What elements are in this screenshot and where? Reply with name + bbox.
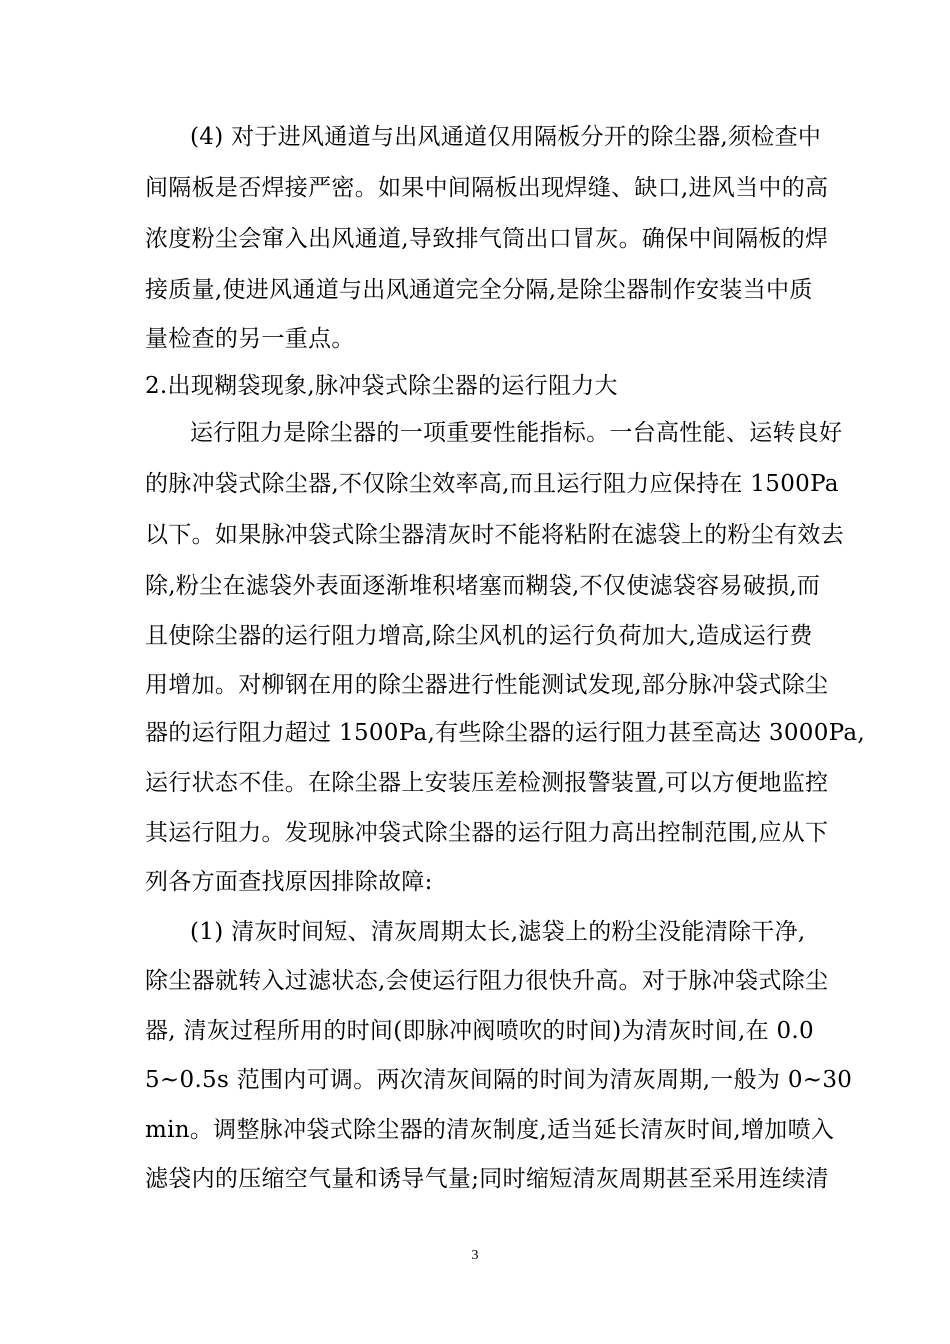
text-line: 器, 清灰过程所用的时间(即脉冲阀喷吹的时间)为清灰时间,在 0.0: [145, 1018, 814, 1044]
text-line: 量检查的另一重点。: [145, 326, 355, 352]
text-line: 且使除尘器的运行阻力增高,除尘风机的运行负荷加大,造成运行费: [145, 623, 813, 649]
text-line: 滤袋内的压缩空气量和诱导气量;同时缩短清灰周期甚至采用连续清: [145, 1166, 829, 1192]
section-heading: 2.出现糊袋现象,脉冲袋式除尘器的运行阻力大: [145, 373, 618, 399]
text-line: 器的运行阻力超过 1500Pa,有些除尘器的运行阻力甚至高达 3000Pa,: [145, 720, 866, 746]
text-line: 接质量,使进风通道与出风通道完全分隔,是除尘器制作安装当中质: [145, 277, 813, 303]
text-line: 除尘器就转入过滤状态,会使运行阻力很快升高。对于脉冲袋式除尘: [145, 968, 829, 994]
text-line: (1) 清灰时间短、清灰周期太长,滤袋上的粉尘没能清除干净,: [190, 919, 806, 945]
text-line: 浓度粉尘会窜入出风通道,导致排气筒出口冒灰。确保中间隔板的焊: [145, 226, 829, 252]
text-line: min。调整脉冲袋式除尘器的清灰制度,适当延长清灰时间,增加喷入: [145, 1117, 835, 1143]
text-line: 列各方面查找原因排除故障:: [145, 869, 433, 895]
text-line: 5~0.5s 范围内可调。两次清灰间隔的时间为清灰周期,一般为 0~30: [145, 1067, 853, 1093]
text-line: 间隔板是否焊接严密。如果中间隔板出现焊缝、缺口,进风当中的高: [145, 175, 829, 201]
text-line: 的脉冲袋式除尘器,不仅除尘效率高,而且运行阻力应保持在 1500Pa: [145, 471, 839, 497]
text-line: (4) 对于进风通道与出风通道仅用隔板分开的除尘器,须检查中: [190, 124, 822, 150]
text-line: 除,粉尘在滤袋外表面逐渐堆积堵塞而糊袋,不仅使滤袋容易破损,而: [145, 573, 821, 599]
page-number: 3: [471, 1248, 479, 1263]
text-line: 运行阻力是除尘器的一项重要性能指标。一台高性能、运转良好: [190, 420, 843, 446]
text-line: 运行状态不佳。在除尘器上安装压差检测报警装置,可以方便地监控: [145, 770, 829, 796]
text-line: 用增加。对柳钢在用的除尘器进行性能测试发现,部分脉冲袋式除尘: [145, 672, 829, 698]
text-line: 以下。如果脉冲袋式除尘器清灰时不能将粘附在滤袋上的粉尘有效去: [145, 522, 844, 548]
text-line: 其运行阻力。发现脉冲袋式除尘器的运行阻力高出控制范围,应从下: [145, 820, 829, 846]
